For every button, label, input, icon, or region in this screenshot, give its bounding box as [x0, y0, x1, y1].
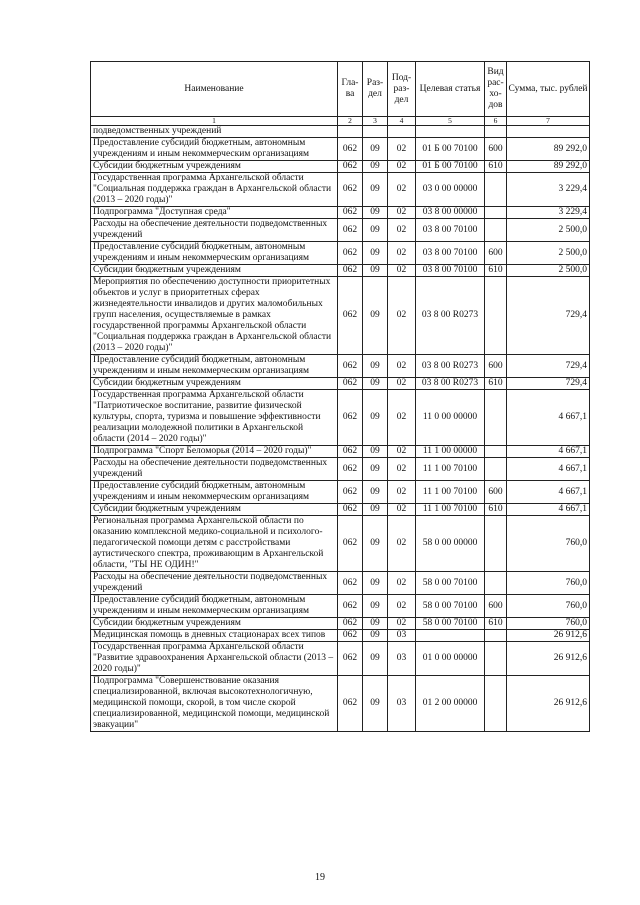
- column-number: 5: [416, 117, 485, 126]
- cell-name: Субсидии бюджетным учреждениям: [91, 504, 338, 516]
- table-row: [91, 265, 590, 277]
- header-name: Наименование: [91, 62, 338, 117]
- cell-name: Подпрограмма "Совершенствование оказания специализированной, включая высокотехнологичную, медицинской помощи, скорой, в том числе скорой специализированной, медицинской помощи, медицинской эвакуации": [91, 676, 338, 732]
- cell-section: 09: [363, 618, 388, 630]
- cell-chapter: 062: [338, 618, 363, 630]
- cell-target: 58 0 00 70100: [416, 618, 485, 630]
- cell-section: 09: [363, 676, 388, 732]
- cell-chapter: 062: [338, 504, 363, 516]
- table-row: [91, 378, 590, 390]
- cell-name: Государственная программа Архангельской области "Патриотическое воспитание, развитие физической культуры, спорта, туризма и повышение эффективности реализации молодежной политики в Архангельской области (2014 – 2020 годы)": [91, 390, 338, 446]
- cell-amount: 4 667,1: [507, 446, 590, 458]
- cell-section: 09: [363, 504, 388, 516]
- cell-target: 01 2 00 00000: [416, 676, 485, 732]
- cell-section: 09: [363, 516, 388, 572]
- cell-chapter: [338, 126, 363, 138]
- cell-subsection: 02: [388, 504, 416, 516]
- cell-chapter: 062: [338, 481, 363, 504]
- table-row: [91, 642, 590, 676]
- cell-chapter: 062: [338, 642, 363, 676]
- cell-chapter: 062: [338, 242, 363, 265]
- cell-subsection: 02: [388, 390, 416, 446]
- cell-amount: 4 667,1: [507, 504, 590, 516]
- cell-name: Субсидии бюджетным учреждениям: [91, 265, 338, 277]
- cell-section: 09: [363, 390, 388, 446]
- cell-amount: 2 500,0: [507, 242, 590, 265]
- column-number: 3: [363, 117, 388, 126]
- header-target: Целевая статья: [416, 62, 485, 117]
- cell-chapter: 062: [338, 572, 363, 595]
- cell-section: [363, 126, 388, 138]
- cell-chapter: 062: [338, 277, 363, 355]
- cell-section: 09: [363, 277, 388, 355]
- cell-subsection: 02: [388, 355, 416, 378]
- cell-subsection: 02: [388, 265, 416, 277]
- cell-section: 09: [363, 138, 388, 161]
- table-row: [91, 390, 590, 446]
- cell-chapter: 062: [338, 595, 363, 618]
- cell-chapter: 062: [338, 676, 363, 732]
- cell-name: Медицинская помощь в дневных стационарах всех типов: [91, 630, 338, 642]
- cell-expense-type: [485, 458, 507, 481]
- cell-name: Предоставление субсидий бюджетным, автономным учреждениям и иным некоммерческим организациям: [91, 242, 338, 265]
- table-row: [91, 572, 590, 595]
- cell-target: 01 0 00 00000: [416, 642, 485, 676]
- cell-subsection: 02: [388, 173, 416, 207]
- cell-amount: 26 912,6: [507, 630, 590, 642]
- table-row: [91, 173, 590, 207]
- table-row: [91, 138, 590, 161]
- cell-chapter: 062: [338, 173, 363, 207]
- cell-expense-type: 600: [485, 355, 507, 378]
- cell-chapter: 062: [338, 355, 363, 378]
- cell-section: 09: [363, 481, 388, 504]
- cell-name: Расходы на обеспечение деятельности подведомственных учреждений: [91, 572, 338, 595]
- cell-target: 03 8 00 70100: [416, 265, 485, 277]
- cell-chapter: 062: [338, 138, 363, 161]
- cell-subsection: 02: [388, 481, 416, 504]
- cell-target: 03 8 00 R0273: [416, 277, 485, 355]
- cell-target: 11 1 00 70100: [416, 458, 485, 481]
- table-row: [91, 676, 590, 732]
- cell-section: 09: [363, 458, 388, 481]
- table-row: [91, 355, 590, 378]
- header-chapter: Гла- ва: [338, 62, 363, 117]
- cell-chapter: 062: [338, 219, 363, 242]
- cell-subsection: 02: [388, 618, 416, 630]
- cell-chapter: 062: [338, 458, 363, 481]
- cell-section: 09: [363, 265, 388, 277]
- cell-expense-type: [485, 516, 507, 572]
- cell-section: 09: [363, 630, 388, 642]
- cell-expense-type: [485, 572, 507, 595]
- cell-subsection: 03: [388, 642, 416, 676]
- table-row: [91, 219, 590, 242]
- cell-subsection: 02: [388, 277, 416, 355]
- cell-name: Подпрограмма "Спорт Беломорья (2014 – 2020 годы)": [91, 446, 338, 458]
- column-number: 4: [388, 117, 416, 126]
- cell-target: 11 1 00 70100: [416, 504, 485, 516]
- cell-expense-type: 610: [485, 504, 507, 516]
- cell-section: 09: [363, 173, 388, 207]
- cell-section: 09: [363, 446, 388, 458]
- cell-expense-type: 610: [485, 378, 507, 390]
- column-number: 2: [338, 117, 363, 126]
- cell-subsection: 02: [388, 572, 416, 595]
- cell-amount: 4 667,1: [507, 458, 590, 481]
- table-row: [91, 618, 590, 630]
- cell-amount: 729,4: [507, 355, 590, 378]
- cell-section: 09: [363, 242, 388, 265]
- cell-expense-type: [485, 642, 507, 676]
- cell-target: 01 Б 00 70100: [416, 138, 485, 161]
- cell-amount: 89 292,0: [507, 161, 590, 173]
- cell-name: Подпрограмма "Доступная среда": [91, 207, 338, 219]
- header-amount: Сумма, тыс. рублей: [507, 62, 590, 117]
- cell-chapter: 062: [338, 265, 363, 277]
- cell-expense-type: [485, 630, 507, 642]
- table-row: [91, 481, 590, 504]
- table-row: [91, 277, 590, 355]
- cell-name: Государственная программа Архангельской области "Развитие здравоохранения Архангельской области (2013 – 2020 годы)": [91, 642, 338, 676]
- cell-amount: 26 912,6: [507, 676, 590, 732]
- cell-subsection: 02: [388, 595, 416, 618]
- cell-amount: 89 292,0: [507, 138, 590, 161]
- cell-amount: 760,0: [507, 572, 590, 595]
- cell-name: подведомственных учреждений: [91, 126, 338, 138]
- header-section: Раз- дел: [363, 62, 388, 117]
- cell-chapter: 062: [338, 161, 363, 173]
- cell-expense-type: [485, 219, 507, 242]
- cell-amount: 3 229,4: [507, 173, 590, 207]
- cell-target: 03 0 00 00000: [416, 173, 485, 207]
- table-row: [91, 242, 590, 265]
- cell-chapter: 062: [338, 390, 363, 446]
- cell-section: 09: [363, 595, 388, 618]
- cell-name: Государственная программа Архангельской области "Социальная поддержка граждан в Архангельской области (2013 – 2020 годы)": [91, 173, 338, 207]
- cell-target: 58 0 00 00000: [416, 516, 485, 572]
- cell-name: Субсидии бюджетным учреждениям: [91, 378, 338, 390]
- cell-expense-type: 610: [485, 161, 507, 173]
- cell-expense-type: 600: [485, 595, 507, 618]
- header-row: [91, 62, 590, 117]
- cell-target: 03 8 00 00000: [416, 207, 485, 219]
- table-row: [91, 126, 590, 138]
- cell-name: Предоставление субсидий бюджетным, автономным учреждениям и иным некоммерческим организациям: [91, 138, 338, 161]
- cell-target: 11 0 00 00000: [416, 390, 485, 446]
- cell-section: 09: [363, 572, 388, 595]
- cell-target: 01 Б 00 70100: [416, 161, 485, 173]
- header-subsection: Под- раз- дел: [388, 62, 416, 117]
- cell-section: 09: [363, 355, 388, 378]
- cell-expense-type: 610: [485, 265, 507, 277]
- cell-target: [416, 126, 485, 138]
- cell-expense-type: [485, 207, 507, 219]
- cell-amount: 760,0: [507, 516, 590, 572]
- cell-expense-type: [485, 173, 507, 207]
- table-body: [91, 126, 590, 732]
- table-row: [91, 446, 590, 458]
- cell-target: 11 1 00 00000: [416, 446, 485, 458]
- cell-subsection: 03: [388, 676, 416, 732]
- cell-subsection: 02: [388, 242, 416, 265]
- cell-expense-type: [485, 676, 507, 732]
- cell-subsection: 02: [388, 138, 416, 161]
- table-row: [91, 504, 590, 516]
- cell-chapter: 062: [338, 378, 363, 390]
- column-number: 7: [507, 117, 590, 126]
- cell-expense-type: [485, 126, 507, 138]
- cell-amount: 26 912,6: [507, 642, 590, 676]
- cell-subsection: [388, 126, 416, 138]
- cell-name: Расходы на обеспечение деятельности подведомственных учреждений: [91, 219, 338, 242]
- cell-subsection: 03: [388, 630, 416, 642]
- cell-amount: 3 229,4: [507, 207, 590, 219]
- cell-expense-type: 600: [485, 242, 507, 265]
- cell-target: 03 8 00 R0273: [416, 355, 485, 378]
- cell-amount: 2 500,0: [507, 265, 590, 277]
- cell-chapter: 062: [338, 516, 363, 572]
- cell-section: 09: [363, 378, 388, 390]
- column-number-row: [91, 117, 590, 126]
- cell-expense-type: 610: [485, 618, 507, 630]
- cell-name: Расходы на обеспечение деятельности подведомственных учреждений: [91, 458, 338, 481]
- cell-subsection: 02: [388, 161, 416, 173]
- cell-amount: 2 500,0: [507, 219, 590, 242]
- cell-chapter: 062: [338, 446, 363, 458]
- cell-expense-type: 600: [485, 481, 507, 504]
- cell-section: 09: [363, 642, 388, 676]
- cell-target: 03 8 00 70100: [416, 219, 485, 242]
- cell-amount: [507, 126, 590, 138]
- cell-target: 58 0 00 70100: [416, 572, 485, 595]
- budget-table: [90, 61, 590, 732]
- page-number: 19: [315, 872, 325, 883]
- table-row: [91, 595, 590, 618]
- cell-chapter: 062: [338, 207, 363, 219]
- cell-amount: 4 667,1: [507, 390, 590, 446]
- cell-amount: 760,0: [507, 618, 590, 630]
- cell-name: Предоставление субсидий бюджетным, автономным учреждениям и иным некоммерческим организациям: [91, 595, 338, 618]
- cell-subsection: 02: [388, 516, 416, 572]
- cell-amount: 729,4: [507, 277, 590, 355]
- cell-name: Предоставление субсидий бюджетным, автономным учреждениям и иным некоммерческим организациям: [91, 481, 338, 504]
- cell-target: 03 8 00 70100: [416, 242, 485, 265]
- cell-amount: 760,0: [507, 595, 590, 618]
- cell-amount: 4 667,1: [507, 481, 590, 504]
- cell-section: 09: [363, 161, 388, 173]
- cell-name: Региональная программа Архангельской области по оказанию комплексной медико-социальной и психолого-педагогической помощи детям с расстройствами аутистического спектра, проживающим в Архангельской области, "ТЫ НЕ ОДИН!": [91, 516, 338, 572]
- cell-expense-type: [485, 277, 507, 355]
- cell-name: Субсидии бюджетным учреждениям: [91, 161, 338, 173]
- table-row: [91, 630, 590, 642]
- cell-expense-type: [485, 446, 507, 458]
- cell-name: Мероприятия по обеспечению доступности приоритетных объектов и услуг в приоритетных сферах жизнедеятельности инвалидов и других маломобильных групп населения, осуществляемые в рамках государственной программы Архангельской области "Социальная поддержка граждан в Архангельской области (2013 – 2020 годы)": [91, 277, 338, 355]
- cell-subsection: 02: [388, 207, 416, 219]
- cell-subsection: 02: [388, 219, 416, 242]
- cell-target: 11 1 00 70100: [416, 481, 485, 504]
- cell-subsection: 02: [388, 446, 416, 458]
- cell-target: 58 0 00 70100: [416, 595, 485, 618]
- cell-subsection: 02: [388, 458, 416, 481]
- cell-section: 09: [363, 207, 388, 219]
- table-row: [91, 161, 590, 173]
- cell-subsection: 02: [388, 378, 416, 390]
- column-number: 1: [91, 117, 338, 126]
- cell-target: [416, 630, 485, 642]
- cell-chapter: 062: [338, 630, 363, 642]
- cell-name: Предоставление субсидий бюджетным, автономным учреждениям и иным некоммерческим организациям: [91, 355, 338, 378]
- table-row: [91, 207, 590, 219]
- cell-expense-type: 600: [485, 138, 507, 161]
- header-expense-type: Вид рас- хо- дов: [485, 62, 507, 117]
- table-row: [91, 458, 590, 481]
- cell-amount: 729,4: [507, 378, 590, 390]
- cell-target: 03 8 00 R0273: [416, 378, 485, 390]
- cell-expense-type: [485, 390, 507, 446]
- cell-name: Субсидии бюджетным учреждениям: [91, 618, 338, 630]
- column-number: 6: [485, 117, 507, 126]
- table-row: [91, 516, 590, 572]
- cell-section: 09: [363, 219, 388, 242]
